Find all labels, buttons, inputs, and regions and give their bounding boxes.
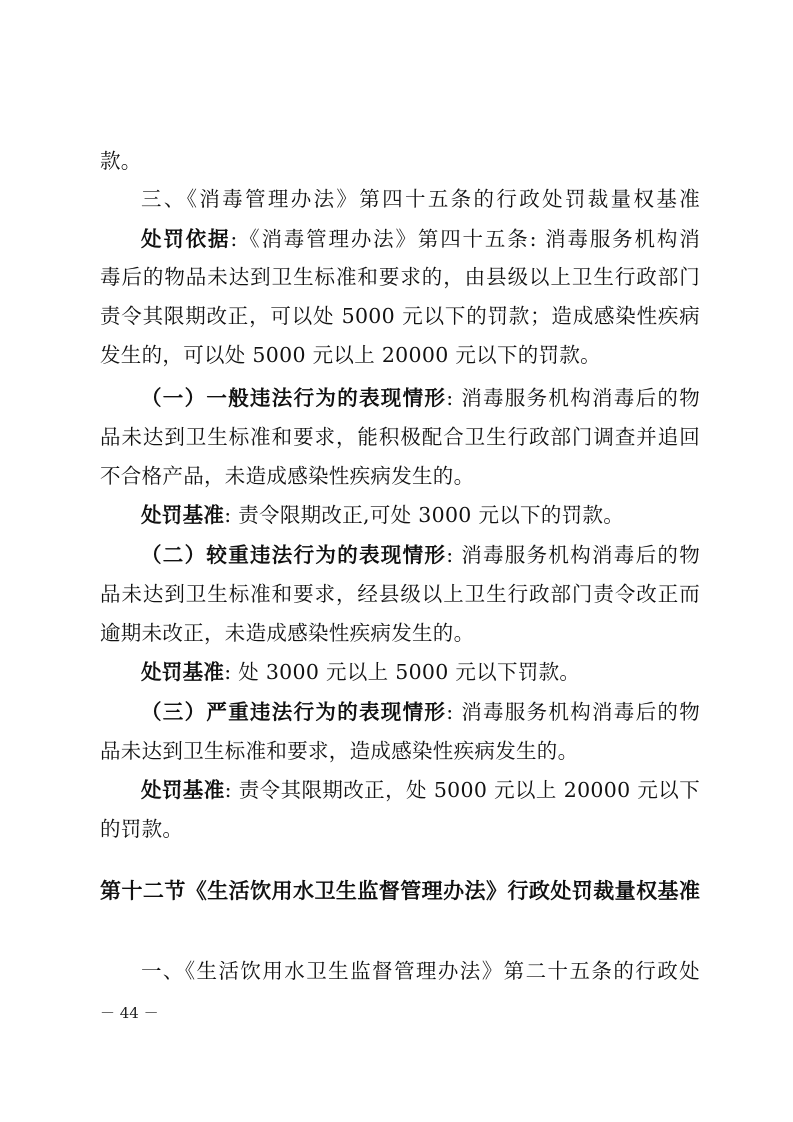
bold-label: 处罚依据: [141, 227, 231, 251]
bold-label: 处罚基准: [141, 503, 225, 527]
line-text: 品未达到卫生标准和要求，能积极配合卫生行政部门调查并追回: [100, 425, 700, 449]
line-text: :《消毒管理办法》第四十五条: 消毒服务机构消: [230, 227, 700, 251]
paragraph-line: [100, 142, 700, 180]
paragraph-line: [100, 457, 700, 495]
paragraph-line: [141, 496, 700, 534]
line-text: 的罚款。: [100, 817, 184, 841]
line-text: 款。: [100, 149, 142, 173]
paragraph-line: 一、《生活饮用水卫生监督管理办法》第二十五条的行政处: [141, 959, 700, 983]
line-text: 发生的，可以处 5000 元以上 20000 元以下的罚款。: [100, 343, 601, 367]
page-number: － 44 －: [100, 1004, 159, 1022]
line-text: : 消毒服务机构消毒后的物: [446, 543, 700, 567]
line-text: 责令其限期改正，可以处 5000 元以下的罚款；造成感染性疾病: [100, 304, 700, 328]
paragraph-line: [100, 297, 700, 335]
paragraph-line: [100, 418, 700, 456]
paragraph-line: [141, 693, 700, 731]
line-text: 三、《消毒管理办法》第四十五条的行政处罚裁量权基准: [141, 187, 700, 211]
section-heading: 第十二节《生活饮用水卫生监督管理办法》行政处罚裁量权基准: [100, 879, 700, 903]
paragraph-line: [100, 258, 700, 296]
paragraph-line: [141, 180, 700, 218]
bold-label: （二）较重违法行为的表现情形: [141, 543, 447, 567]
bold-label: 处罚基准: [141, 660, 225, 684]
bold-label: （三）严重违法行为的表现情形: [141, 700, 447, 724]
paragraph-line: [100, 336, 700, 374]
paragraph-line: [141, 220, 700, 258]
paragraph-line: [100, 575, 700, 613]
line-text: : 消毒服务机构消毒后的物: [446, 386, 700, 410]
paragraph-line: [141, 379, 700, 417]
line-text: 不合格产品，未造成感染性疾病发生的。: [100, 464, 475, 488]
paragraph-line: [141, 536, 700, 574]
paragraph-line: [100, 614, 700, 652]
paragraph-line: [141, 771, 700, 809]
line-text: : 消毒服务机构消毒后的物: [446, 700, 700, 724]
bold-label: （一）一般违法行为的表现情形: [141, 386, 447, 410]
line-text: : 责令限期改正,可处 3000 元以下的罚款。: [224, 503, 625, 527]
paragraph-line: [100, 810, 700, 848]
line-text: 品未达到卫生标准和要求，经县级以上卫生行政部门责令改正而: [100, 582, 700, 606]
line-text: 品未达到卫生标准和要求，造成感染性疾病发生的。: [100, 739, 579, 763]
paragraph-line: [141, 653, 700, 691]
line-text: : 责令其限期改正，处 5000 元以上 20000 元以下: [224, 778, 700, 802]
line-text: 逾期未改正，未造成感染性疾病发生的。: [100, 621, 475, 645]
line-text: : 处 3000 元以上 5000 元以下罚款。: [224, 660, 581, 684]
line-text: 毒后的物品未达到卫生标准和要求的，由县级以上卫生行政部门: [100, 265, 700, 289]
paragraph-line: [100, 732, 700, 770]
bold-label: 处罚基准: [141, 778, 225, 802]
